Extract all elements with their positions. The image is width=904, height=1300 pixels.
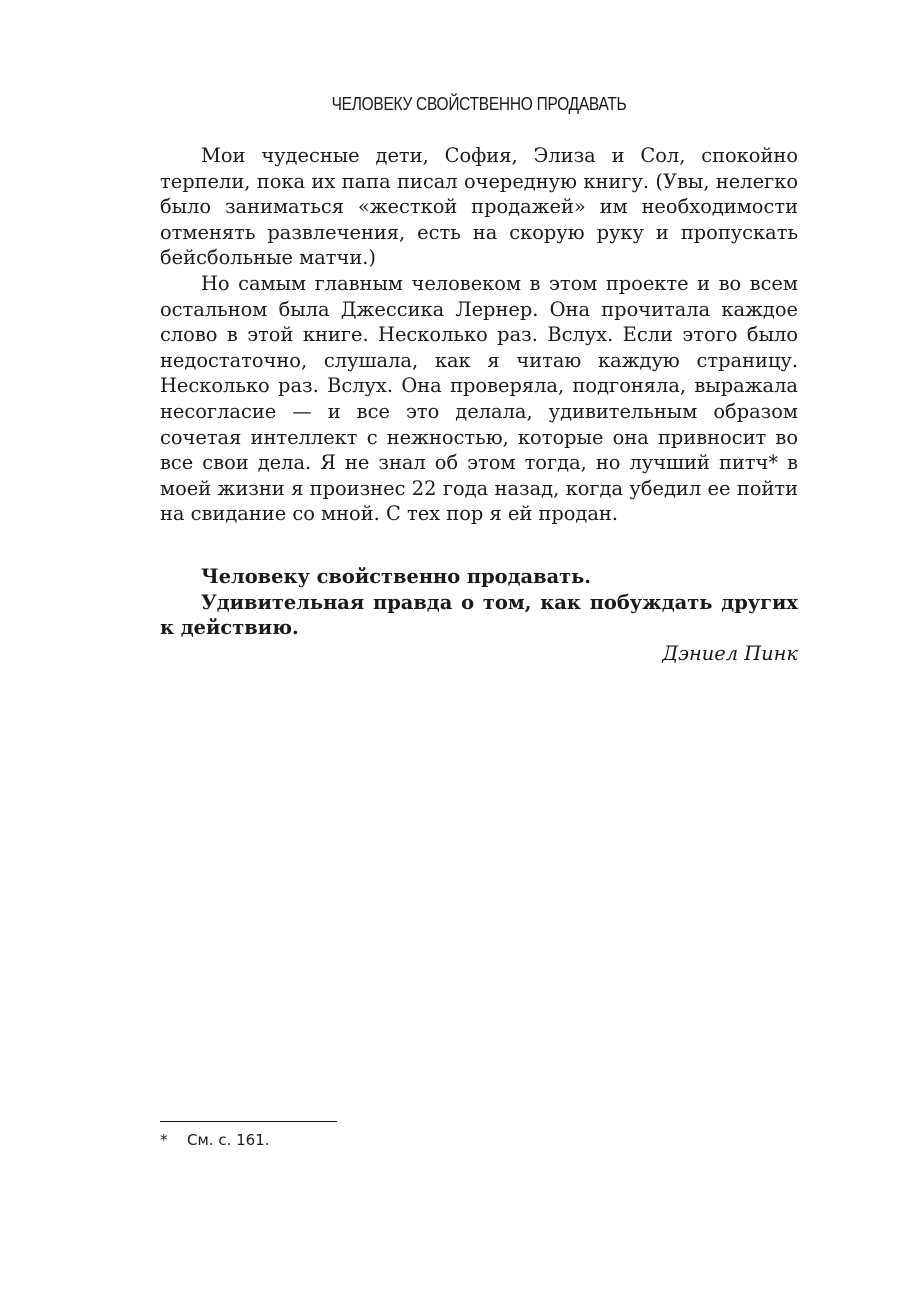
closing-book-title: Человеку свойственно продавать. [201,565,592,588]
footnote-marker: * [160,1131,168,1149]
main-text [160,143,798,527]
footnote-text: См. с. 161. [187,1131,270,1149]
footnote-divider [160,1121,337,1122]
paragraph-jessica: Но самым главным человеком в этом проекте и во всем остальном была Джессика Лернер. Она прочитала каждое слово в этой книге. Несколько раз. Вслух. Если этого было недостаточно, слушала, как я читаю каждую страницу. Несколько раз. Вслух. Она проверяла, подгоняла, выражала несогласие — и все это делала, удивительным образом сочетая интеллект с нежностью, которые она привносит во все свои дела. Я не знал об этом тогда, но лучший питч* в моей жизни я произнес 22 года назад, когда убедил ее пойти на свидание со мной. С тех пор я ей продан. [160,271,798,526]
footnote [160,1130,270,1150]
author-signature: Дэниел Пинк [662,641,798,665]
paragraph-children: Мои чудесные дети, София, Элиза и Сол, спокойно терпели, пока их папа писал очередную книгу. (Увы, нелегко было заниматься «жесткой продажей» им необходимости отменять развлечения, есть на скорую руку и пропускать бейсбольные матчи.) [160,144,798,270]
running-head: ЧЕЛОВЕКУ СВОЙСТВЕННО ПРОДАВАТЬ [331,94,627,114]
closing-block [160,564,798,666]
closing-subtitle: Удивительная правда о том, как побуждать других к действию. [160,590,798,640]
